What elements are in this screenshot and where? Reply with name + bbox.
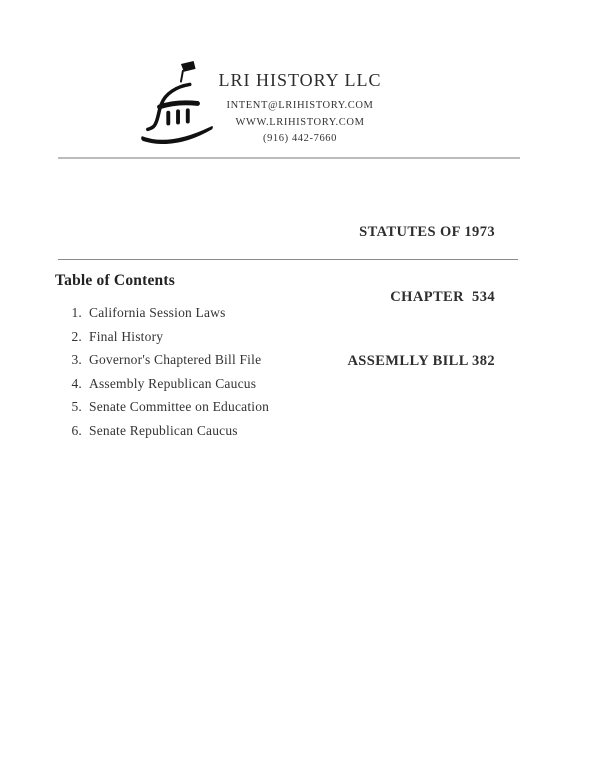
toc-title: Table of Contents xyxy=(55,272,175,289)
chapter-line: CHAPTER 534 xyxy=(390,288,495,305)
toc-item-number: 3. xyxy=(71,352,82,368)
toc-item-number: 2. xyxy=(71,328,82,344)
website-line: WWW.LRIHISTORY.COM xyxy=(235,116,365,128)
toc-item-label: Final History xyxy=(89,328,164,344)
toc-item-number: 4. xyxy=(71,375,82,391)
toc-item-number: 6. xyxy=(71,422,82,438)
horizontal-rule-bottom xyxy=(58,259,518,260)
toc-item-number: 1. xyxy=(71,305,82,320)
email-line: INTENT@LRIHISTORY.COM xyxy=(226,100,374,111)
toc-item-label: Senate Committee on Education xyxy=(89,399,270,415)
toc-item xyxy=(68,423,468,447)
toc-item xyxy=(68,329,468,353)
toc-item xyxy=(68,399,468,423)
letterhead xyxy=(0,70,600,148)
toc-item xyxy=(68,352,468,376)
company-name: LRI HISTORY LLC xyxy=(218,70,382,90)
phone-line: (916) 442-7660 xyxy=(262,133,337,144)
toc-item xyxy=(68,305,468,329)
toc-item xyxy=(68,376,468,400)
toc-item-label: Governor's Chaptered Bill File xyxy=(89,352,262,368)
toc-list xyxy=(68,305,468,447)
statutes-line: STATUTES OF 1973 xyxy=(359,224,495,240)
horizontal-rule-top xyxy=(58,157,520,159)
toc-item-label: Senate Republican Caucus xyxy=(89,422,238,438)
bill-line: ASSEMLLY BILL 382 xyxy=(347,353,495,369)
toc-item-number: 5. xyxy=(71,399,82,415)
toc-item-label: Assembly Republican Caucus xyxy=(89,375,257,391)
toc-item-label: California Session Laws xyxy=(89,305,226,320)
